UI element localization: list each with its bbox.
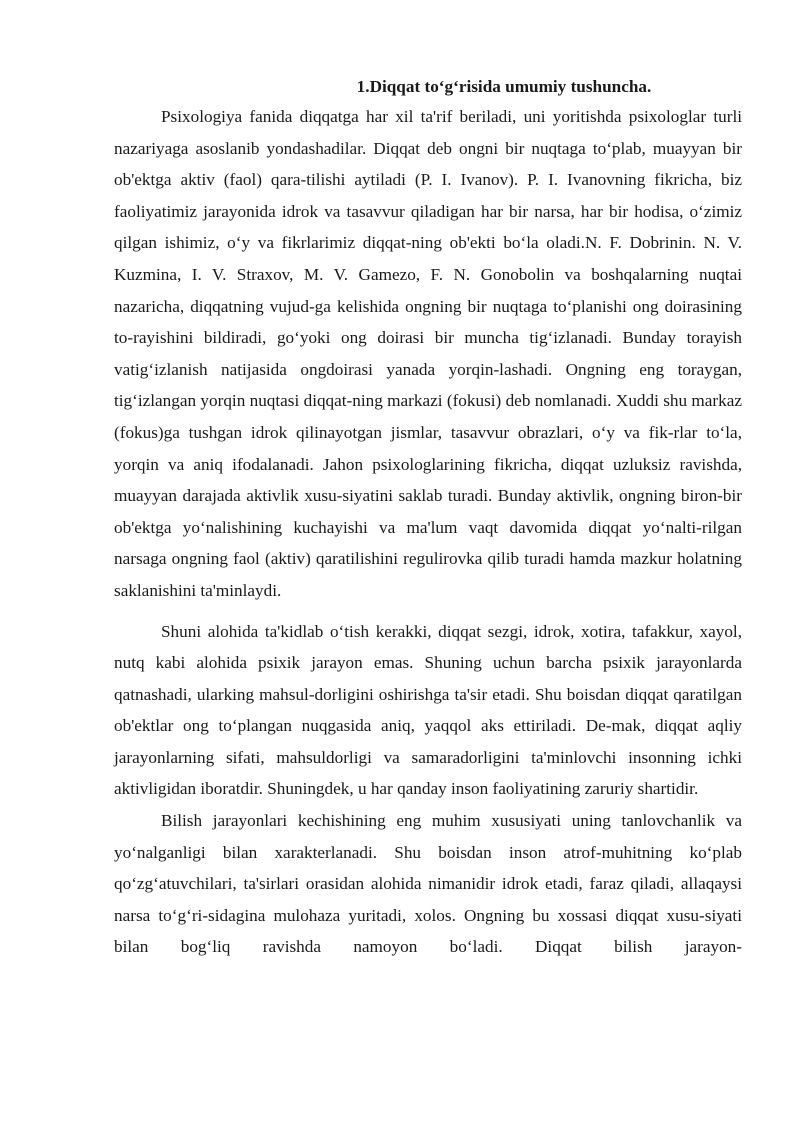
- section-title: 1.Diqqat to‘g‘risida umumiy tushuncha.: [356, 77, 652, 96]
- document-page: [114, 73, 742, 963]
- paragraph-3: Bilish jarayonlari kechishining eng muhim xususiyati uning tanlovchanlik va yo‘nalganligi bilan xarakterlanadi. Shu boisdan inson atrof-muhitning ko‘plab qo‘zg‘atuvchilari, ta'sirlari orasidan alohida nimanidir idrok etadi, faraz qiladi, allaqaysi narsa to‘g‘ri-sidagina mulohaza yuritadi, xolos. Ongning bu xossasi diqqat xusu-siyati bilan bog‘liq ravishda namoyon bo‘ladi. Diqqat bilish jarayon-: [114, 811, 742, 957]
- paragraph-2: Shuni alohida ta'kidlab o‘tish kerakki, diqqat sezgi, idrok, xotira, tafakkur, xayol, nutq kabi alohida psixik jarayon emas. Shuning uchun barcha psixik jarayonlarda qatnashadi, ularking mahsul-dorligini oshirishga ta'sir etadi. Shu boisdan diqqat qaratilgan ob'ektlar ong to‘plangan nuqgasida aniq, yaqqol aks ettiriladi. De-mak, diqqat aqliy jarayonlarning sifati, mahsuldorligi va samaradorligini ta'minlovchi insonning ichki aktivligidan iboratdir. Shuningdek, u har qanday inson faoliyatining zaruriy shartidir.: [114, 621, 742, 799]
- paragraph-1: Psixologiya fanida diqqatga har xil ta'rif beriladi, uni yoritishda psixologlar turli nazariyaga asoslanib yondashadilar. Diqqat deb ongni bir nuqtaga to‘plab, muayyan bir ob'ektga aktiv (faol) qara-tilishi aytiladi (P. I. Ivanov). P. I. Ivanovning fikricha, biz faoliyatimiz jarayonida idrok va tasavvur qiladigan har bir narsa, har bir hodisa, o‘zimiz qilgan ishimiz, o‘y va fikrlarimiz diqqat-ning ob'ekti bo‘la oladi.N. F. Dobrinin. N. V. Kuzmina, I. V. Straxov, M. V. Gamezo, F. N. Gonobolin va boshqalarning nuqtai nazaricha, diqqatning vujud-ga kelishida ongning bir nuqtaga to‘planishi ong doirasining to-rayishini bildiradi, go‘yoki ong doirasi bir muncha tig‘izlanadi. Bunday torayish vatig‘izlanish natijasida ongdoirasi yanada yorqin-lashadi. Ongning eng toraygan, tig‘izlangan yorqin nuqtasi diqqat-ning markazi (fokusi) deb nomlanadi. Xuddi shu markaz (fokus)ga tushgan idrok qilinayotgan jismlar, tasavvur obrazlari, o‘y va fik-rlar to‘la, yorqin va aniq ifodalanadi. Jahon psixologlarining fikricha, diqqat uzluksiz ravishda, muayyan darajada aktivlik xusu-siyatini saklab turadi. Bunday aktivlik, ongning biron-bir ob'ektga yo‘nalishining kuchayishi va ma'lum vaqt davomida diqqat yo‘nalti-rilgan narsaga ongning faol (aktiv) qaratilishini regulirovka qilib turadi hamda mazkur holatning saklanishini ta'minlaydi.: [114, 107, 742, 600]
